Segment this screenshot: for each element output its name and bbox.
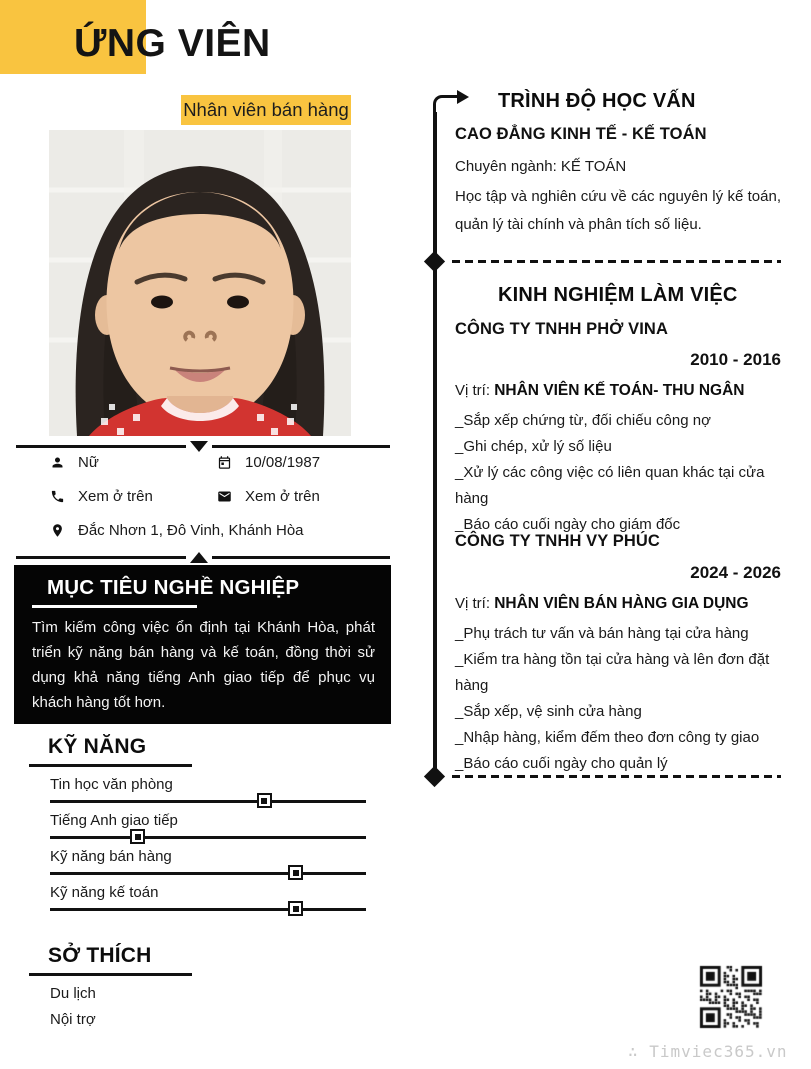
interests-title: SỞ THÍCH bbox=[48, 944, 152, 967]
duty-line: _Báo cáo cuối ngày cho giám đốc bbox=[455, 516, 681, 533]
skills-underline bbox=[29, 764, 192, 767]
job-company: CÔNG TY TNHH VY PHÚC bbox=[455, 532, 660, 550]
objective-underline bbox=[32, 605, 197, 608]
skill-slider-handle[interactable] bbox=[257, 793, 272, 808]
job-title-badge: Nhân viên bán hàng bbox=[181, 95, 351, 125]
location-pin-icon bbox=[50, 523, 65, 538]
skill-row bbox=[50, 776, 366, 803]
position-label: Vị trí: bbox=[455, 595, 491, 612]
skill-bar bbox=[50, 908, 366, 911]
duty-line: _Báo cáo cuối ngày cho quản lý bbox=[455, 755, 668, 772]
triangle-down-icon bbox=[190, 441, 208, 452]
candidate-photo bbox=[49, 130, 351, 436]
contact-top-divider bbox=[16, 441, 390, 452]
contact-birthday bbox=[217, 454, 320, 471]
skill-row bbox=[50, 848, 366, 875]
skill-bar bbox=[50, 836, 366, 839]
education-description: Học tập và nghiên cứu về các nguyên lý kế toán, quản lý tài chính và phân tích số liệu. bbox=[455, 188, 781, 233]
skill-label: Tiếng Anh giao tiếp bbox=[50, 812, 178, 829]
objective-title: MỤC TIÊU NGHỀ NGHIỆP bbox=[47, 576, 300, 599]
interest-item: Du lịch bbox=[50, 985, 96, 1002]
position-value: NHÂN VIÊN KẾ TOÁN- THU NGÂN bbox=[494, 382, 745, 399]
position-label: Vị trí: bbox=[455, 382, 491, 399]
section-dashed-divider bbox=[452, 775, 781, 778]
phone-icon bbox=[50, 489, 65, 504]
skills-title: KỸ NĂNG bbox=[48, 735, 147, 758]
duty-line: _Xử lý các công việc có liên quan khác tại cửa hàng bbox=[455, 464, 765, 507]
birthday-value: 10/08/1987 bbox=[245, 454, 321, 471]
contact-address bbox=[50, 522, 304, 539]
experience-title: KINH NGHIỆM LÀM VIỆC bbox=[484, 281, 752, 310]
skill-bar bbox=[50, 800, 366, 803]
duty-line: _Sắp xếp, vệ sinh cửa hàng bbox=[455, 703, 642, 720]
qr-code bbox=[697, 963, 765, 1031]
education-major: Chuyên ngành: KẾ TOÁN bbox=[455, 158, 627, 175]
timeline-corner bbox=[433, 95, 459, 115]
duty-line: _Ghi chép, xử lý số liệu bbox=[455, 438, 612, 455]
job-period: 2024 - 2026 bbox=[690, 563, 781, 582]
candidate-name: ỨNG VIÊN bbox=[74, 22, 271, 65]
position-value: NHÂN VIÊN BÁN HÀNG GIA DỤNG bbox=[494, 595, 749, 612]
duty-line: _Phụ trách tư vấn và bán hàng tại cửa hàng bbox=[455, 625, 749, 642]
interests-section bbox=[29, 944, 391, 1028]
interest-item: Nội trợ bbox=[50, 1011, 96, 1028]
skill-row bbox=[50, 812, 366, 839]
job-position-line bbox=[455, 382, 781, 400]
duty-line: _Sắp xếp chứng từ, đối chiếu công nợ bbox=[455, 412, 711, 429]
timeline-diamond-icon bbox=[424, 766, 445, 787]
triangle-up-icon bbox=[190, 552, 208, 563]
person-icon bbox=[50, 455, 65, 470]
objective-body: Tìm kiếm công việc ổn định tại Khánh Hòa, phát triển kỹ năng bán hàng và kế toán, đồng thời sử dụng khả năng tiếng Anh giao tiếp để phục vụ khách hàng tốt hơn. bbox=[32, 619, 375, 711]
skills-section bbox=[29, 735, 391, 901]
skill-label: Kỹ năng kế toán bbox=[50, 884, 159, 901]
timeline-rail bbox=[433, 112, 437, 777]
skill-slider-handle[interactable] bbox=[130, 829, 145, 844]
gender-value: Nữ bbox=[78, 454, 99, 471]
duty-line: _Kiểm tra hàng tồn tại cửa hàng và lên đơn đặt hàng bbox=[455, 651, 770, 694]
job-duties bbox=[455, 621, 781, 777]
skill-slider-handle[interactable] bbox=[288, 901, 303, 916]
skill-bar bbox=[50, 872, 366, 875]
skill-row bbox=[50, 884, 366, 911]
portrait-illustration bbox=[49, 130, 351, 436]
skill-label: Tin học văn phòng bbox=[50, 776, 173, 793]
job-company: CÔNG TY TNHH PHỞ VINA bbox=[455, 320, 668, 338]
timeline-arrow-icon bbox=[457, 90, 469, 104]
contact-bottom-divider bbox=[16, 552, 390, 563]
interests-underline bbox=[29, 973, 192, 976]
skill-slider-handle[interactable] bbox=[288, 865, 303, 880]
timeline-diamond-icon bbox=[424, 251, 445, 272]
contact-gender bbox=[50, 454, 99, 471]
calendar-icon bbox=[217, 455, 232, 470]
contact-phone bbox=[50, 488, 153, 505]
envelope-icon bbox=[217, 489, 232, 504]
job-duties bbox=[455, 408, 781, 538]
email-value: Xem ở trên bbox=[245, 488, 320, 505]
contact-email bbox=[217, 488, 320, 505]
contact-section bbox=[14, 441, 391, 556]
duty-line: _Nhập hàng, kiểm đếm theo đơn công ty giao bbox=[455, 729, 760, 746]
address-value: Đắc Nhơn 1, Đô Vinh, Khánh Hòa bbox=[78, 522, 304, 539]
job-period: 2010 - 2016 bbox=[690, 350, 781, 369]
education-school: CAO ĐẲNG KINH TẾ - KẾ TOÁN bbox=[455, 125, 707, 143]
phone-value: Xem ở trên bbox=[78, 488, 153, 505]
skill-label: Kỹ năng bán hàng bbox=[50, 848, 172, 865]
education-title: TRÌNH ĐỘ HỌC VẤN bbox=[484, 87, 710, 116]
job-position-line bbox=[455, 595, 781, 613]
watermark: ∴ Timviec365.vn bbox=[628, 1042, 788, 1061]
section-dashed-divider bbox=[452, 260, 781, 263]
objective-section bbox=[14, 565, 391, 724]
